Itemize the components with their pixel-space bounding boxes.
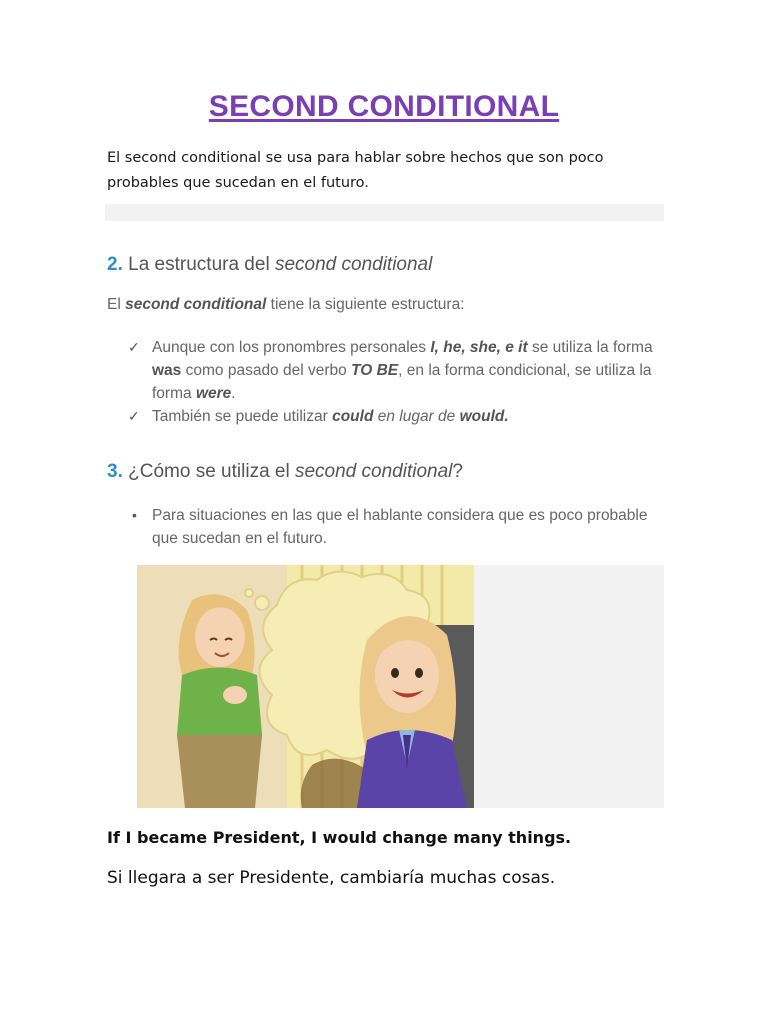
text: Aunque con los pronombres personales xyxy=(152,339,431,356)
cartoon-illustration xyxy=(137,565,664,808)
check-icon: ✓ xyxy=(128,339,140,355)
bold-italic-text: TO BE xyxy=(351,362,399,379)
usage-list xyxy=(128,504,668,550)
bold-italic-text: could xyxy=(332,408,374,425)
example-english: If I became President, I would change many things. xyxy=(107,828,572,847)
bold-text: was xyxy=(152,362,182,379)
text: El xyxy=(107,296,126,313)
text: . xyxy=(231,385,236,402)
section-title-suffix: ? xyxy=(452,461,463,482)
example-spanish: Si llegara a ser Presidente, cambiaría muchas cosas. xyxy=(107,868,556,888)
list-item xyxy=(128,504,668,550)
section-title-text: ¿Cómo se utiliza el xyxy=(128,461,295,482)
italic-text: en lugar de xyxy=(373,408,460,425)
bold-italic-text: I, he, she, e it xyxy=(430,339,528,356)
text: , en la forma condicional, se utiliza la forma xyxy=(152,362,652,402)
check-icon: ✓ xyxy=(128,408,140,424)
list-item xyxy=(128,405,668,428)
intro-paragraph: El second conditional se usa para hablar sobre hechos que son poco probables que sucedan en el futuro. xyxy=(107,150,604,191)
section-title-italic: second conditional xyxy=(294,461,453,482)
bullet-dot-icon: • xyxy=(132,507,137,523)
text: como pasado del verbo xyxy=(181,362,352,379)
page-title: SECOND CONDITIONAL xyxy=(208,90,560,123)
bold-italic-text: would. xyxy=(459,408,509,425)
bold-italic-text: second conditional xyxy=(125,296,267,313)
section-3-heading xyxy=(107,461,667,483)
section-number: 2. xyxy=(107,254,123,275)
list-item xyxy=(128,336,668,405)
structure-paragraph xyxy=(107,296,667,314)
text: tiene la siguiente estructura: xyxy=(266,296,465,313)
section-number: 3. xyxy=(107,461,123,482)
divider-bar xyxy=(105,204,664,221)
structure-list xyxy=(128,336,668,428)
section-title-text: La estructura del xyxy=(128,254,275,275)
section-2-heading xyxy=(107,254,667,276)
text: Para situaciones en las que el hablante considera que es poco probable que sucedan en el futuro. xyxy=(152,507,648,547)
section-title-italic: second conditional xyxy=(274,254,433,275)
text: se utiliza la forma xyxy=(527,339,653,356)
text: También se puede utilizar xyxy=(152,408,333,425)
bold-italic-text: were xyxy=(195,385,232,402)
